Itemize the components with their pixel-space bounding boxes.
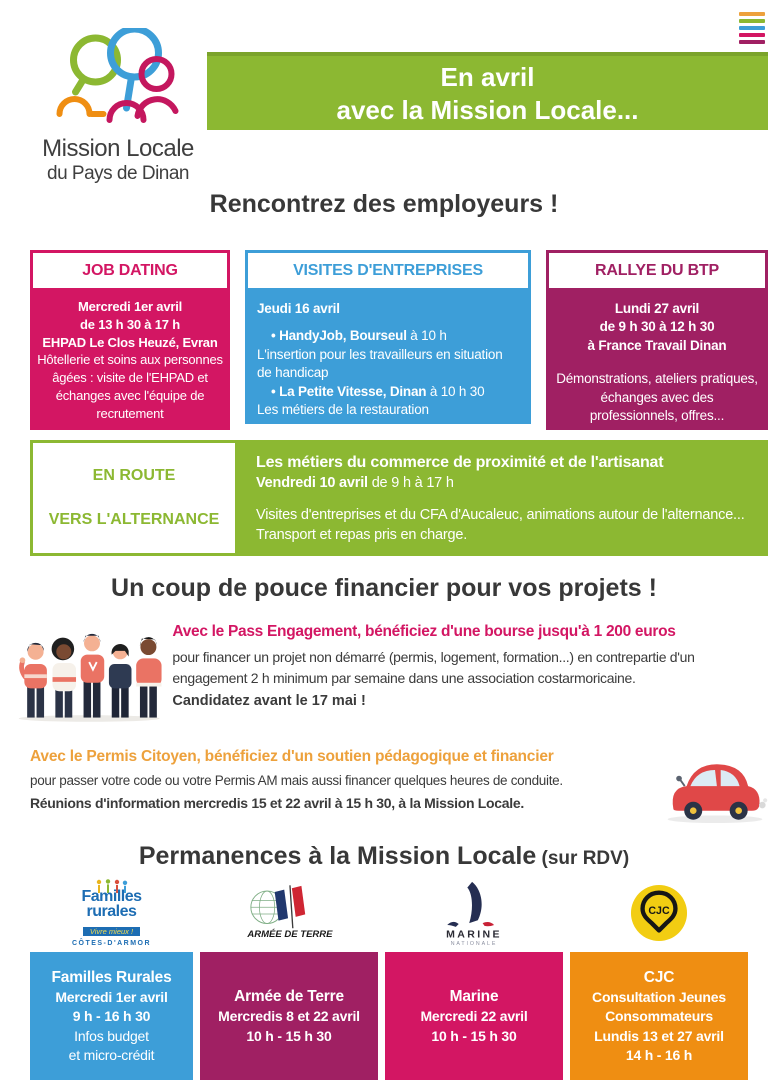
people-illustration — [14, 620, 164, 723]
employer-cards-row — [30, 250, 768, 430]
alternance-label-line-1: EN ROUTE — [92, 467, 176, 484]
alternance-label-line-2: VERS L'ALTERNANCE — [48, 511, 220, 528]
alternance-details-box — [238, 440, 768, 556]
armee-de-terre-wordmark: ARMÉE DE TERRE — [247, 928, 333, 940]
slot-date: Mercredi 22 avril — [420, 1008, 528, 1025]
slot-name: Marine — [449, 988, 499, 1005]
slot-date: Mercredis 8 et 22 avril — [218, 1008, 360, 1025]
rallye-location: à France Travail Dinan — [587, 337, 727, 353]
stripe-green — [739, 19, 765, 23]
permanences-heading-suffix: (sur RDV) — [536, 848, 630, 869]
visites-date: Jeudi 16 avril — [257, 301, 340, 316]
pass-engagement-body: pour financer un projet non démarré (permis, logement, formation...) en contrepartie d'un engagement 2 h minimum par semaine dans une association costarmoricaine. — [172, 649, 695, 687]
armee-de-terre-logo — [200, 884, 378, 942]
armee-de-terre-logo-icon — [227, 884, 351, 942]
rallye-description: Démonstrations, ateliers pratiques, échanges avec des professionnels, offres... — [556, 371, 758, 424]
rallye-btp-header: RALLYE DU BTP — [546, 250, 768, 291]
permanence-slots-row — [30, 952, 748, 1080]
job-dating-date: Mercredi 1er avril — [77, 299, 183, 314]
permis-citoyen-body: pour passer votre code ou votre Permis AM mais aussi financer quelques heures de conduite. — [30, 772, 563, 788]
alternance-description: Visites d'entreprises et du CFA d'Aucaleuc, animations autour de l'alternance... Transport et repas pris en charge. — [256, 507, 745, 543]
partner-logos-row — [30, 880, 748, 946]
banner-line-1: En avril — [440, 62, 535, 92]
visites-item-2-desc: Les métiers de la restauration — [257, 402, 429, 418]
job-dating-time: de 13 h 30 à 17 h — [80, 316, 180, 332]
slot-name: Armée de Terre — [234, 988, 344, 1005]
familles-rurales-logo — [30, 879, 193, 946]
stripe-crimson — [739, 33, 765, 37]
slot-date: Mercredi 1er avril — [55, 989, 168, 1006]
pass-engagement-title: Avec le Pass Engagement, bénéficiez d'une bourse jusqu'à 1 200 euros — [172, 623, 676, 640]
employers-heading: Rencontrez des employeurs ! — [209, 190, 559, 218]
cjc-logo — [570, 884, 748, 942]
brand-stripes — [739, 12, 765, 47]
job-dating-card — [30, 250, 230, 430]
stripe-blue — [739, 26, 765, 30]
slot-hours: 9 h - 16 h 30 — [72, 1008, 151, 1025]
logo-org-subtitle: du Pays de Dinan — [47, 163, 189, 184]
financial-heading: Un coup de pouce financier pour vos projets ! — [111, 574, 657, 602]
pass-engagement-text — [172, 620, 762, 723]
permanences-heading: Permanences à la Mission Locale (sur RDV) — [138, 842, 630, 870]
familles-rurales-wordmark-1: Familles — [81, 888, 142, 906]
slot-name: CJC — [643, 968, 675, 986]
pass-engagement-block — [14, 620, 762, 723]
job-dating-description: Hôtellerie et soins aux personnes âgées : visite de l'EHPAD et échanges avec l'équipe de recrutement — [37, 352, 223, 421]
cjc-logo-icon — [630, 884, 688, 942]
slot-marine — [385, 952, 563, 1080]
rallye-date: Lundi 27 avril — [614, 301, 700, 316]
marine-wordmark: MARINE — [446, 927, 502, 940]
rallye-time: de 9 h 30 à 12 h 30 — [599, 319, 715, 335]
rallye-btp-card — [546, 250, 768, 430]
alternance-row — [30, 440, 768, 556]
pass-engagement-cta: Candidatez avant le 17 mai ! — [172, 693, 366, 710]
slot-extra-1: Infos budget — [74, 1027, 149, 1044]
visites-card — [245, 250, 531, 430]
visites-item-2: • La Petite Vitesse, Dinan à 10 h 30 — [271, 383, 485, 399]
stripe-magenta — [739, 40, 765, 44]
slot-date: Lundis 13 et 27 avril — [594, 1027, 724, 1044]
slot-extra-2: et micro-crédit — [68, 1047, 155, 1063]
alternance-date: Vendredi 10 avril de 9 h à 17 h — [256, 474, 454, 491]
rallye-btp-body — [546, 291, 768, 430]
job-dating-location: EHPAD Le Clos Heuzé, Evran — [42, 334, 218, 350]
slot-hours: 10 h - 15 h 30 — [431, 1027, 517, 1044]
permis-citoyen-text — [30, 744, 655, 831]
visites-header: VISITES D'ENTREPRISES — [245, 250, 531, 291]
slot-name: Familles Rurales — [51, 968, 172, 986]
slot-familles-rurales — [30, 952, 193, 1080]
car-icon — [662, 750, 768, 826]
job-dating-body — [30, 291, 230, 430]
permis-citoyen-title: Avec le Permis Citoyen, bénéficiez d'un soutien pédagogique et financier — [30, 748, 554, 765]
slot-cjc — [570, 952, 748, 1080]
slot-hours: 10 h - 15 h 30 — [246, 1027, 332, 1044]
stripe-orange — [739, 12, 765, 16]
job-dating-header: JOB DATING — [30, 250, 230, 291]
slot-subtitle-2: Consommateurs — [605, 1008, 713, 1025]
permis-citoyen-info: Réunions d'information mercredis 15 et 22 avril à 15 h 30, à la Mission Locale. — [30, 794, 524, 811]
permis-citoyen-block — [30, 744, 768, 831]
visites-body — [245, 291, 531, 424]
car-illustration — [662, 750, 768, 831]
visites-item-1: • HandyJob, Bourseul à 10 h — [271, 328, 447, 344]
mission-locale-logo-icon — [51, 28, 186, 128]
alternance-title: Les métiers du commerce de proximité et de l'artisanat — [256, 454, 664, 471]
cjc-wordmark: CJC — [648, 904, 670, 917]
slot-armee-de-terre — [200, 952, 378, 1080]
familles-rurales-region: CÔTES-D'ARMOR — [71, 939, 152, 947]
alternance-label-box — [30, 440, 238, 556]
title-banner — [207, 52, 768, 130]
marine-nationale-logo-icon — [430, 880, 518, 947]
banner-line-2: avec la Mission Locale... — [336, 95, 639, 125]
slot-hours: 14 h - 16 h — [625, 1047, 693, 1063]
mission-locale-logo — [18, 28, 218, 185]
visites-item-1-desc: L'insertion pour les travailleurs en situation de handicap — [257, 346, 503, 381]
familles-rurales-tagline: Vivre mieux ! — [83, 927, 140, 937]
logo-org-name: Mission Locale — [42, 135, 194, 162]
familles-rurales-wordmark-2: rurales — [86, 903, 137, 920]
marine-wordmark-sub: NATIONALE — [450, 940, 498, 947]
marine-nationale-logo — [385, 880, 563, 947]
slot-subtitle-1: Consultation Jeunes — [592, 989, 726, 1006]
